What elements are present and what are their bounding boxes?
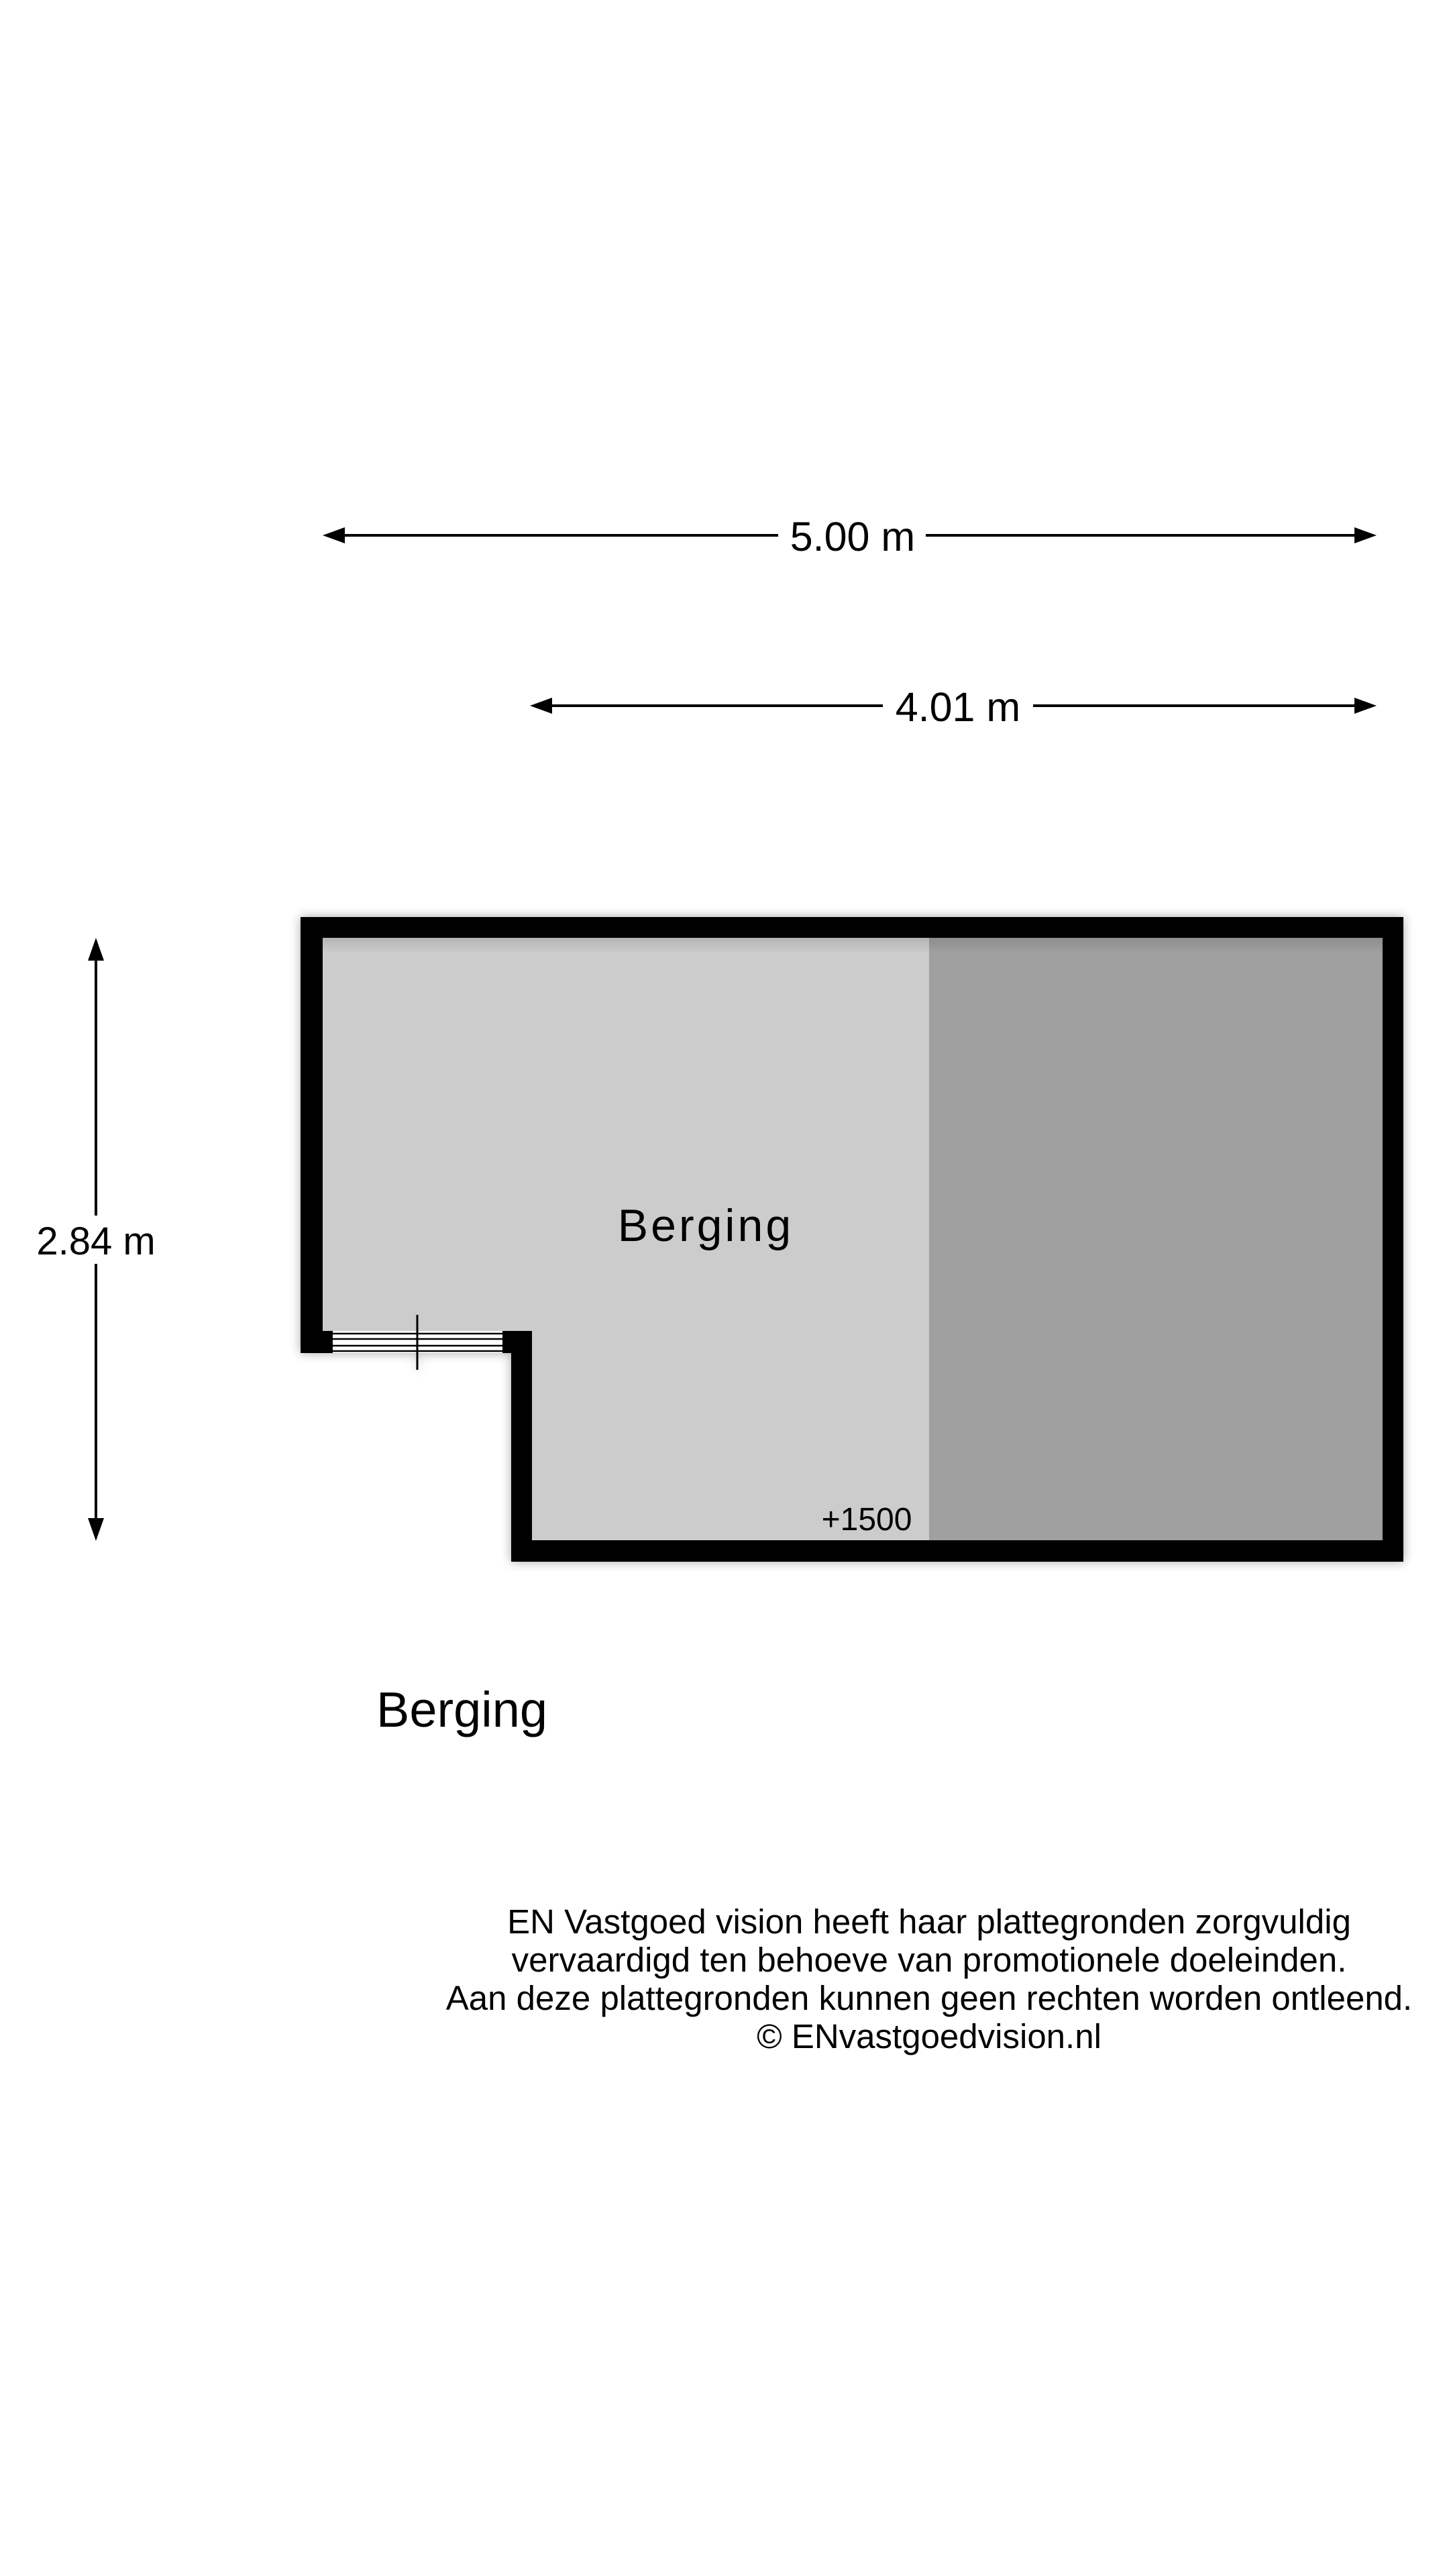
dimension-line-top-inner	[530, 684, 1377, 730]
arrowhead-up-icon	[88, 938, 104, 961]
inner-shadow-top	[323, 938, 1383, 953]
disclaimer-line: vervaardigd ten behoeve van promotionele doeleinden.	[511, 1941, 1347, 1979]
floor-title: Berging	[376, 1682, 548, 1737]
dimension-label-width-inner: 4.01 m	[895, 684, 1021, 730]
room-berging	[301, 917, 1403, 1562]
dimension-label-width-overall: 5.00 m	[790, 514, 916, 559]
dimension-line-left-height	[36, 938, 155, 1541]
disclaimer-line: Aan deze plattegronden kunnen geen rechten worden ontleend.	[445, 1979, 1413, 2017]
arrowhead-right-icon	[1354, 527, 1377, 543]
dimension-label-height: 2.84 m	[36, 1220, 156, 1263]
disclaimer-text	[0, 1902, 1449, 2055]
copyright-line: © ENvastgoedvision.nl	[757, 2017, 1102, 2055]
room-level-label: +1500	[821, 1502, 912, 1538]
arrowhead-down-icon	[88, 1518, 104, 1541]
arrowhead-left-icon	[530, 698, 552, 714]
dimension-line-top-overall	[323, 514, 1377, 559]
arrowhead-left-icon	[323, 527, 345, 543]
room-floor-dark	[929, 938, 1383, 1540]
arrowhead-right-icon	[1354, 698, 1377, 714]
disclaimer-line: EN Vastgoed vision heeft haar plattegronden zorgvuldig	[507, 1902, 1351, 1941]
room-name-label: Berging	[617, 1200, 794, 1251]
